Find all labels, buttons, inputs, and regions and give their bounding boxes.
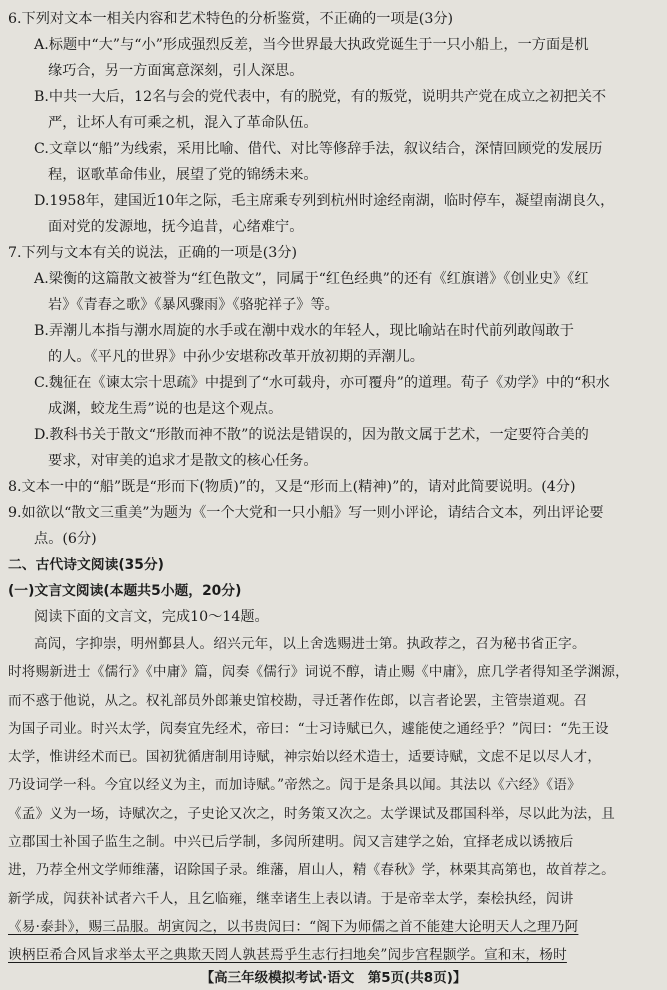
- q6-option-d-line2: 面对党的发源地，抚今追昔，心绪难宁。: [48, 219, 304, 235]
- q6-option-c-line1: C.文章以“船”为线索，采用比喻、借代、对比等修辞手法，叙议结合，深情回顾党的发展历: [34, 141, 603, 157]
- passage-line: 乃设词学一科。今宜以经义为主，而加诗赋。”帝然之。闶于是条具以闻。其法以《六经》《语》: [8, 777, 581, 794]
- passage-line: 高闶，字抑崇，明州鄞县人。绍兴元年，以上舍选赐进士第。执政荐之，召为秘书省正字。: [34, 636, 586, 652]
- q8-stem: 8.文本一中的“船”既是“形而下(物质)”的，又是“形而上(精神)”的，请对此简要说明。(4分): [8, 479, 576, 495]
- passage-line-underlined: 《易·泰卦》，赐三品服。胡寅闶之，以书贵闶曰：“阁下为师儒之首不能建大论明天人之理乃阿: [8, 918, 579, 935]
- passage-line: 新学成，闶获补试者六千人，且乞临雍，继幸诸生上表以请。于是帝幸太学，秦桧执经，闶讲: [8, 890, 574, 907]
- passage-line: 为国子司业。时兴太学，闶奏宜先经术，帝曰：“士习诗赋已久，遽能使之通经乎？”闶曰：“先王设: [8, 720, 609, 737]
- q9-stem-line2: 点。(6分): [34, 531, 97, 547]
- passage-line: 太学，惟讲经术而已。国初犹循唐制用诗赋，神宗始以经术造士，适要诗赋，文虑不足以尽人才，: [8, 749, 602, 766]
- q6-option-b-line2: 严，让坏人有可乘之机，混入了革命队伍。: [48, 115, 318, 131]
- passage-line: 进，乃荐全州文学师维藩，诏除国子录。维藩，眉山人，精《春秋》学，林栗其高第也，故首荐之。: [8, 862, 615, 879]
- reading-instruction: 阅读下面的文言文，完成10～14题。: [34, 609, 269, 625]
- section-heading: 二、古代诗文阅读(35分): [8, 557, 164, 573]
- q6-option-a-line1: A.标题中“大”与“小”形成强烈反差，当今世界最大执政党诞生于一只小船上，一方面是机: [34, 37, 589, 53]
- passage-line: 而不惑于他说，从之。权礼部员外郎兼史馆校勘，寻迁著作佐郎，以言者论罢，主管崇道观。召: [8, 692, 588, 709]
- q6-option-a-line2: 缘巧合，另一方面寓意深刻，引人深思。: [48, 63, 304, 79]
- q6-option-d-line1: D.1958年，建国近10年之际，毛主席乘专列到杭州时途经南湖，临时停车，凝望南湖良久，: [34, 193, 615, 209]
- passage-line: 立郡国士补国子监生之制。中兴已后学制，多闶所建明。闶又言建学之始，宜择老成以诱掖后: [8, 834, 574, 851]
- q7-option-d-line2: 要求，对审美的追求才是散文的核心任务。: [48, 453, 318, 469]
- q6-stem: 6.下列对文本一相关内容和艺术特色的分析鉴赏，不正确的一项是(3分): [8, 11, 454, 27]
- q6-option-b-line1: B.中共一大后，12名与会的党代表中，有的脱党，有的叛党，说明共产党在成立之初把关不: [34, 89, 607, 105]
- passage-line-underlined: 谀柄臣希合风旨求举太平之典欺天罔人孰甚焉乎生志行扫地矣”闶步宫程颢学。宣和末，杨时: [8, 947, 567, 964]
- q7-option-c-line2: 成渊，蛟龙生焉”说的也是这个观点。: [48, 401, 283, 417]
- subsection-heading: (一)文言文阅读(本题共5小题，20分): [8, 583, 242, 599]
- passage-line: 《孟》义为一场，诗赋次之，子史论又次之，时务策又次之。太学课试及郡国科举，尽以此为法，且: [8, 805, 615, 822]
- q9-stem-line1: 9.如欲以“散文三重美”为题为《一个大党和一只小船》写一则小评论，请结合文本，列出评论要: [8, 505, 604, 521]
- q7-option-d-line1: D.教科书关于散文“形散而神不散”的说法是错误的，因为散文属于艺术，一定要符合美的: [34, 427, 589, 443]
- q6-option-c-line2: 程，讴歌革命伟业，展望了党的锦绣未来。: [48, 167, 318, 183]
- classical-passage: [8, 630, 653, 970]
- q7-option-c-line1: C.魏征在《谏太宗十思疏》中提到了“水可载舟，亦可覆舟”的道理。荀子《劝学》中的“积水: [34, 375, 610, 391]
- passage-line: 时将赐新进士《儒行》《中庸》篇，闶奏《儒行》词说不醇，请止赐《中庸》，庶几学者得知圣学渊源，: [8, 664, 629, 681]
- q7-option-a-line1: A.梁衡的这篇散文被誉为“红色散文”，同属于“红色经典”的还有《红旗谱》《创业史》《红: [34, 271, 589, 287]
- q7-option-b-line2: 的人。《平凡的世界》中孙少安堪称改革开放初期的弄潮儿。: [48, 349, 424, 365]
- page-footer: 【高三年级模拟考试·语文 第5页(共8页)】: [200, 970, 467, 986]
- q7-option-b-line1: B.弄潮儿本指与潮水周旋的水手或在潮中戏水的年轻人，现比喻站在时代前列敢闯敢于: [34, 323, 574, 339]
- q7-option-a-line2: 岩》《青春之歌》《暴风骤雨》《骆驼祥子》等。: [48, 297, 339, 313]
- q7-stem: 7.下列与文本有关的说法，正确的一项是(3分): [8, 245, 298, 261]
